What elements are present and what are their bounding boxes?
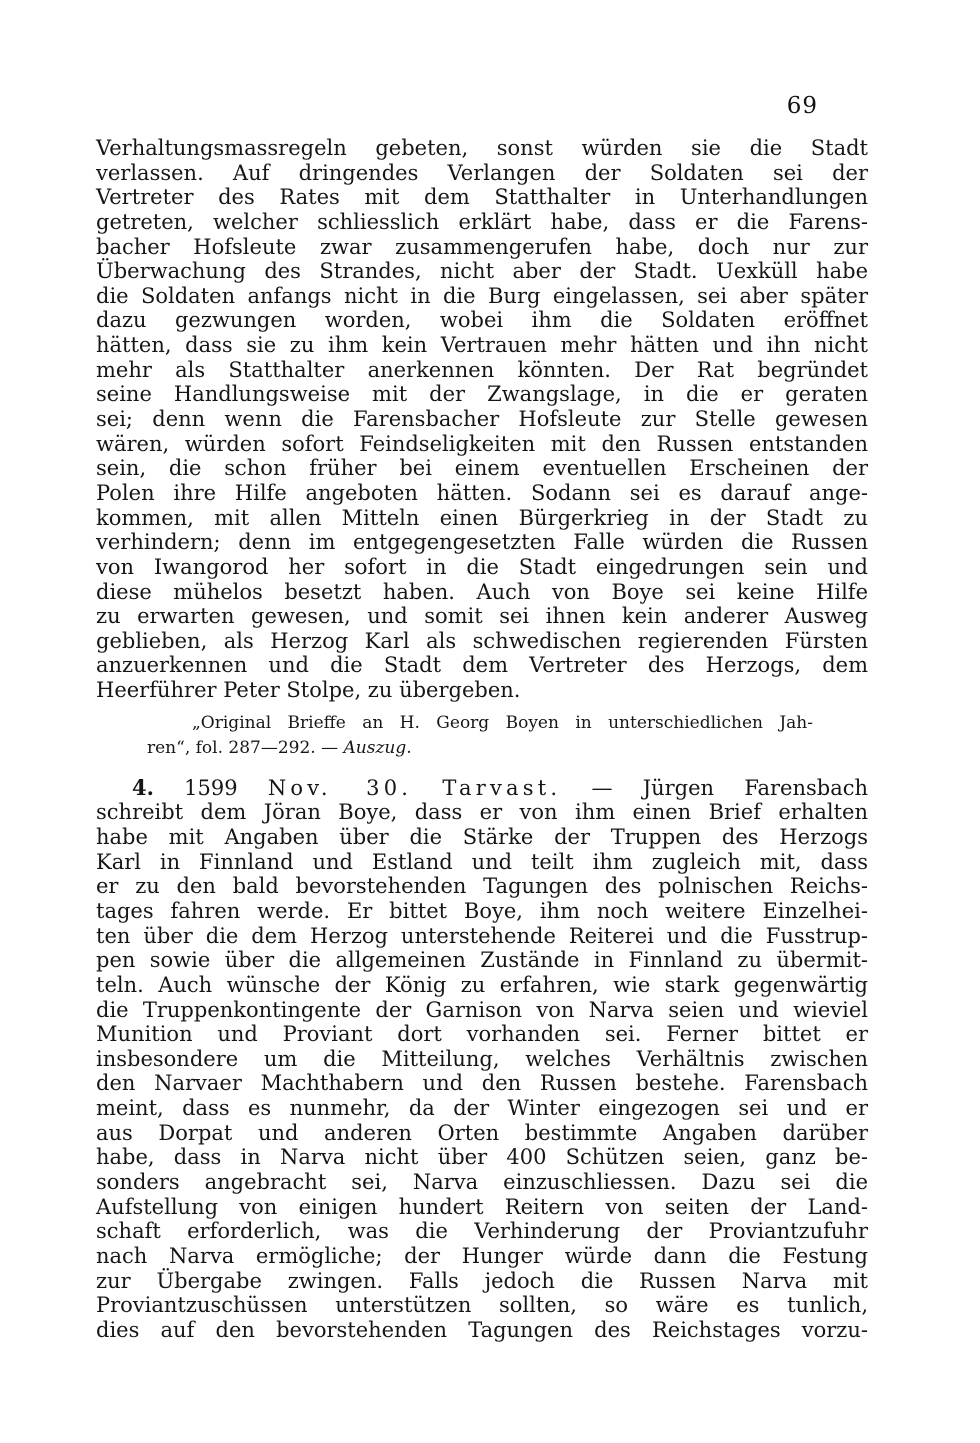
text-segment: anzuerkennen und die Stadt dem Vertreter des Herzogs, dem [96, 653, 868, 678]
page-number: 69 [786, 93, 818, 119]
text-segment: Aufstellung von einigen hundert Reitern von seiten der Land- [96, 1194, 868, 1219]
text-segment: Polen ihre Hilfe angeboten hätten. Sodann sei es darauf ange- [96, 480, 868, 505]
text-segment: seine Handlungsweise mit der Zwangslage, in die er geraten [96, 382, 868, 407]
text-segment: . [406, 737, 412, 758]
text-segment: Verhaltungsmassregeln gebeten, sonst würden sie die Stadt [96, 136, 868, 160]
text-line [96, 210, 868, 235]
text-segment: teln. Auch wünsche der König zu erfahren, wie stark gegenwärtig [96, 972, 868, 997]
text-line [96, 481, 868, 506]
text-segment: Heerführer Peter Stolpe, zu übergeben. [96, 678, 521, 703]
text-segment: er zu den bald bevorstehenden Tagungen des polnischen Reichs- [96, 874, 868, 899]
text-line [96, 874, 868, 899]
text-segment: zu erwarten gewesen, und somit sei ihnen kein anderer Ausweg [96, 604, 868, 629]
text-segment: 1599 [153, 775, 268, 800]
text-line [96, 1244, 868, 1269]
text-segment: verhindern; denn im entgegengesetzten Falle würden die Russen [96, 530, 868, 555]
text-segment: schaft erforderlich, was die Verhinderung der Proviantzufuhr [96, 1219, 868, 1244]
text-block [96, 136, 868, 1342]
text-segment: wären, würden sofort Feindseligkeiten mit den Russen entstanden [96, 431, 868, 456]
text-line [96, 973, 868, 998]
text-line [96, 1293, 868, 1318]
text-line [96, 1170, 868, 1195]
text-line [96, 284, 868, 309]
text-line [96, 1096, 868, 1121]
text-segment-spaced: Nov. 30. [267, 775, 413, 800]
text-line [96, 382, 868, 407]
text-segment: kommen, mit allen Mitteln einen Bürgerkrieg in der Stadt zu [96, 505, 868, 530]
text-segment: aus Dorpat und anderen Orten bestimmte Angaben darüber [96, 1120, 868, 1145]
text-segment-spaced: Tarvast. [442, 775, 562, 800]
text-segment: habe mit Angaben über die Stärke der Truppen des Herzogs [96, 825, 868, 850]
text-segment: die Soldaten anfangs nicht in die Burg eingelassen, sei aber später [96, 283, 868, 308]
text-line [96, 1022, 868, 1047]
text-line [96, 555, 868, 580]
text-line [96, 407, 868, 432]
text-line [147, 736, 813, 761]
text-line [96, 1145, 868, 1170]
text-segment: die Truppenkontingente der Garnison von Narva seien und wieviel [96, 997, 868, 1022]
text-segment: tages fahren werde. Er bittet Boye, ihm noch weitere Einzelhei- [96, 898, 868, 923]
text-segment: hätten, dass sie zu ihm kein Vertrauen mehr hätten und ihn nicht [96, 333, 868, 358]
text-line [96, 1269, 868, 1294]
text-line [96, 308, 868, 333]
paragraph-continuation [96, 136, 868, 703]
text-line [96, 259, 868, 284]
text-segment: geblieben, als Herzog Karl als schwedischen regierenden Fürsten [96, 628, 868, 653]
text-segment: von Iwangorod her sofort in die Stadt eingedrungen sein und [96, 554, 868, 579]
text-segment: ren“, fol. 287—292. — [147, 737, 344, 758]
text-segment: Proviantzuschüssen unterstützen sollten, so wäre es tunlich, [96, 1293, 868, 1318]
text-segment: sein, die schon früher bei einem eventuellen Erscheinen der [96, 456, 868, 481]
text-line [96, 899, 868, 924]
text-line [147, 711, 813, 736]
text-segment: ten über die dem Herzog unterstehende Reiterei und die Fusstrup- [96, 923, 868, 948]
text-segment: zur Übergabe zwingen. Falls jedoch die Russen Narva mit [96, 1268, 868, 1293]
text-line [96, 629, 868, 654]
text-line [96, 580, 868, 605]
text-line [96, 998, 868, 1023]
text-segment: dies auf den bevorstehenden Tagungen des Reichstages vorzu- [96, 1317, 868, 1342]
text-segment: Überwachung des Strandes, nicht aber der Stadt. Uexküll habe [96, 259, 868, 284]
text-line [96, 800, 868, 825]
text-segment: schreibt dem Jöran Boye, dass er von ihm einen Brief erhalten [96, 800, 868, 825]
text-line [96, 235, 868, 260]
text-line [96, 678, 868, 703]
text-line [96, 850, 868, 875]
text-line [96, 432, 868, 457]
text-segment: den Narvaer Machthabern und den Russen bestehe. Farensbach [96, 1071, 868, 1096]
text-segment-italic: Auszug [343, 737, 407, 758]
text-segment: — Jürgen Farensbach [561, 775, 869, 800]
text-segment: meint, dass es nunmehr, da der Winter eingezogen sei und er [96, 1096, 868, 1121]
text-segment: bacher Hofsleute zwar zusammengerufen habe, doch nur zur [96, 234, 868, 259]
text-segment: Munition und Proviant dort vorhanden sei. Ferner bittet er [96, 1022, 868, 1047]
text-line [96, 1071, 868, 1096]
text-line [96, 161, 868, 186]
text-line [96, 456, 868, 481]
text-segment: sonders angebracht sei, Narva einzuschliessen. Dazu sei die [96, 1169, 868, 1194]
text-line [96, 1121, 868, 1146]
source-citation [147, 711, 813, 761]
text-line [96, 948, 868, 973]
text-line [96, 506, 868, 531]
text-segment: dazu gezwungen worden, wobei ihm die Soldaten eröffnet [96, 308, 868, 333]
text-segment: „Original Brieffe an H. Georg Boyen in unterschiedlichen Jah- [192, 712, 813, 733]
text-line [96, 358, 868, 383]
text-line [96, 333, 868, 358]
text-segment: mehr als Statthalter anerkennen könnten. Der Rat begründet [96, 357, 868, 382]
text-line [96, 1195, 868, 1220]
text-line [96, 136, 868, 161]
text-segment: Karl in Finnland und Estland und teilt ihm zugleich mit, dass [96, 849, 868, 874]
text-line [96, 1047, 868, 1072]
text-segment: pen sowie über die allgemeinen Zustände in Finnland zu übermit- [96, 948, 868, 973]
text-line [96, 1318, 868, 1343]
text-segment: diese mühelos besetzt haben. Auch von Boye sei keine Hilfe [96, 579, 868, 604]
text-line [96, 530, 868, 555]
text-line [96, 776, 868, 801]
text-segment: insbesondere um die Mitteilung, welches Verhältnis zwischen [96, 1046, 868, 1071]
text-segment [412, 776, 442, 800]
entry-4 [96, 776, 868, 1343]
text-segment: verlassen. Auf dringendes Verlangen der Soldaten sei der [96, 160, 868, 185]
text-line [96, 825, 868, 850]
text-line [96, 924, 868, 949]
text-segment: getreten, welcher schliesslich erklärt habe, dass er die Farens- [96, 209, 868, 234]
text-segment: nach Narva ermögliche; der Hunger würde dann die Festung [96, 1243, 868, 1268]
text-line [96, 604, 868, 629]
text-segment: sei; denn wenn die Farensbacher Hofsleute zur Stelle gewesen [96, 407, 868, 432]
text-segment: Vertreter des Rates mit dem Statthalter in Unterhandlungen [96, 185, 868, 210]
text-segment: habe, dass in Narva nicht über 400 Schützen seien, ganz be- [96, 1145, 868, 1170]
text-line [96, 1219, 868, 1244]
text-segment-bold: 4. [132, 774, 154, 800]
text-line [96, 185, 868, 210]
text-line [96, 653, 868, 678]
